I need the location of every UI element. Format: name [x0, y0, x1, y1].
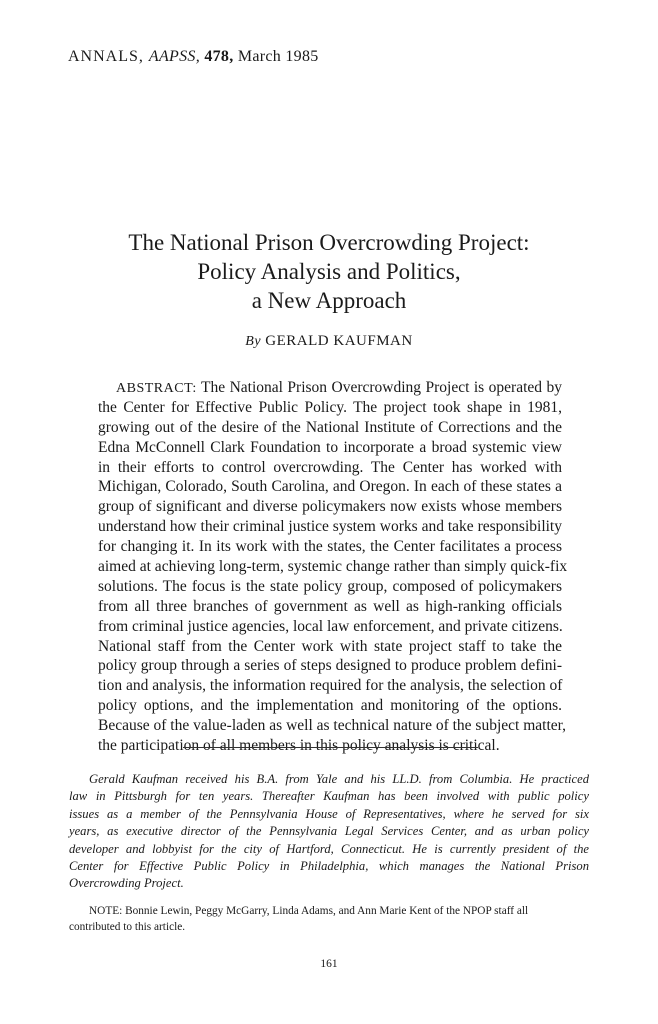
- author-bio: [69, 771, 589, 893]
- abstract-line: from criminal justice agencies, local law enforcement, and private citizens.: [98, 617, 563, 635]
- abstract-line: the participation of all members in this policy analysis is critical.: [98, 737, 500, 755]
- abstract-line: Because of the value-laden as well as technical nature of the subject matter,: [98, 717, 567, 735]
- title-line: a New Approach: [251, 288, 407, 313]
- abstract-line: understand how their criminal justice system works and take responsibility: [98, 518, 562, 536]
- abstract-line: policy options, and the implementation and monitoring of the options.: [98, 697, 562, 715]
- abstract-line: for changing it. In its work with the states, the Center facilitates a process: [98, 538, 562, 556]
- journal-name: ANNALS,: [68, 48, 149, 65]
- page-number: 161: [320, 958, 338, 970]
- abstract: [98, 378, 568, 756]
- bio-line: years, as executive director of the Pennsylvania Legal Services Center, and as urban policy: [69, 824, 589, 839]
- abstract-text: The National Prison Overcrowding Project is operated by: [196, 379, 562, 396]
- bio-line: law in Pittsburgh for ten years. Thereafter Kaufman has been involved with public policy: [69, 789, 589, 804]
- abstract-line: aimed at achieving long-term, systemic change rather than simply quick-fix: [98, 558, 568, 576]
- bio-line: developer and lobbyist for the city of Hartford, Connecticut. He is currently president of the: [69, 841, 589, 856]
- note-line: NOTE: Bonnie Lewin, Peggy McGarry, Linda Adams, and Ann Marie Kent of the NPOP staff all: [89, 905, 529, 917]
- bio-line: Overcrowding Project.: [69, 876, 184, 891]
- journal-series: AAPSS,: [148, 48, 201, 65]
- running-head: [68, 48, 319, 66]
- abstract-label: ABSTRACT:: [116, 381, 197, 396]
- journal-date: March 1985: [233, 48, 319, 65]
- abstract-line: in their efforts to control overcrowding. The Center has worked with: [98, 458, 562, 476]
- bio-line: issues as a member of the Pennsylvania House of Representatives, where he served for six: [69, 806, 589, 821]
- note-line: contributed to this article.: [69, 920, 186, 933]
- byline-by: By: [245, 334, 262, 349]
- title-line: Policy Analysis and Politics,: [197, 259, 461, 284]
- author-name: GERALD KAUFMAN: [261, 333, 413, 349]
- abstract-line: Michigan, Colorado, South Carolina, and Oregon. In each of these states a: [98, 478, 562, 496]
- abstract-line: [98, 378, 562, 398]
- abstract-line: growing out of the desire of the National Institute of Corrections and the: [98, 418, 562, 436]
- journal-volume: 478,: [200, 48, 234, 65]
- abstract-line: the Center for Effective Public Policy. The project took shape in 1981,: [98, 398, 562, 416]
- abstract-line: solutions. The focus is the state policy group, composed of policymakers: [98, 577, 562, 595]
- abstract-line: policy group through a series of steps designed to produce problem defini-: [98, 657, 562, 675]
- byline: [0, 333, 658, 350]
- bio-line: Gerald Kaufman received his B.A. from Yale and his LL.D. from Columbia. He practiced: [89, 772, 589, 786]
- abstract-line: group of significant and diverse policymakers now exists whose members: [98, 498, 562, 516]
- article-title: [0, 228, 658, 315]
- abstract-line: National staff from the Center work with state project staff to take the: [98, 637, 562, 655]
- section-divider: [183, 747, 478, 748]
- title-line: The National Prison Overcrowding Project:: [128, 230, 530, 255]
- abstract-line: Edna McConnell Clark Foundation to incorporate a broad systemic view: [98, 438, 562, 456]
- bio-line: Center for Effective Public Policy in Philadelphia, which manages the National Prison: [69, 858, 589, 873]
- abstract-line: tion and analysis, the information required for the analysis, the selection of: [98, 677, 563, 695]
- acknowledgment-note: [69, 904, 589, 935]
- abstract-line: from all three branches of government as well as high-ranking officials: [98, 597, 562, 615]
